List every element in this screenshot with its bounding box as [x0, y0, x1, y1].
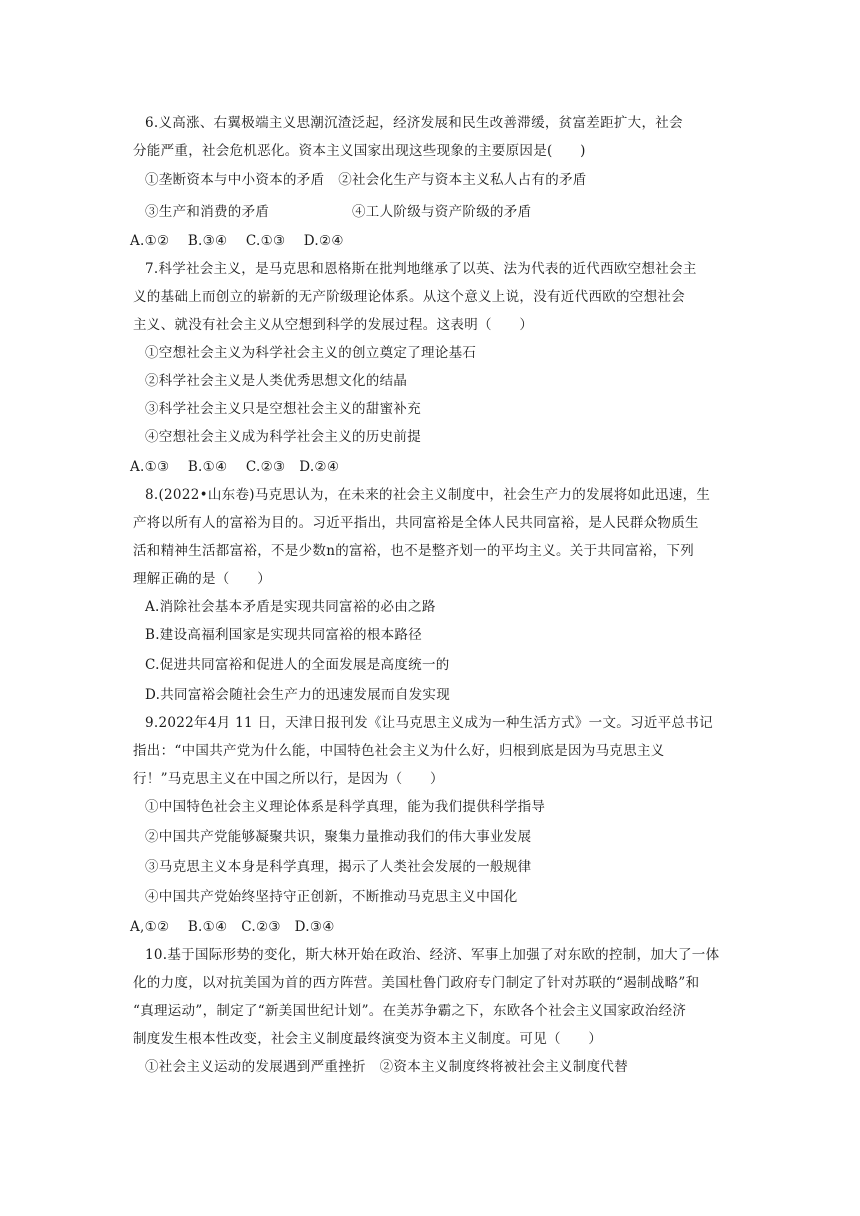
q8-choice-d: D.共同富裕会随社会生产力的迅速发展而自发实现: [145, 687, 451, 703]
q9-option-3: ③马克思主义本身是科学真理，揭示了人类社会发展的一般规律: [145, 859, 532, 875]
q10-stem-line-2: 化的力度，以对抗美国为首的西方阵营。美国杜鲁门政府专门制定了针对苏联的“遏制战略”和: [133, 975, 700, 991]
q9-answer-choices: A,①② B.①④ C.②③ D.③④: [130, 919, 335, 935]
q8-stem-line-1: 8.(2022•山东卷)马克思认为，在未来的社会主义制度中，社会生产力的发展将如此迅速，生: [145, 487, 711, 503]
q9-stem-line-1: 9.2022年4月 11 日，天津日报刊发《让马克思主义成为一种生活方式》一文。习近平总书记: [145, 715, 713, 731]
q6-answer-choices: A.①② B.③④ C.①③ D.②④: [130, 233, 344, 249]
q10-stem-line-3: “真理运动”，制定了“新美国世纪计划”。在美苏争霸之下，东欧各个社会主义国家政治经济: [133, 1003, 687, 1019]
q7-option-2: ②科学社会主义是人类优秀思想文化的结晶: [145, 373, 408, 389]
q7-answer-choices: A.①③ B.①④ C.②③ D.②④: [130, 459, 340, 475]
q10-option-line-1: ①社会主义运动的发展遇到严重挫折 ②资本主义制度终将被社会主义制度代替: [145, 1059, 628, 1075]
q7-option-4: ④空想社会主义成为科学社会主义的历史前提: [145, 429, 421, 445]
q8-choice-b: B.建设高福利国家是实现共同富裕的根本路径: [145, 627, 423, 643]
q8-choice-a: A.消除社会基本矛盾是实现共同富裕的必由之路: [145, 599, 436, 615]
q9-option-4: ④中国共产党始终坚持守正创新，不断推动马克思主义中国化: [145, 889, 518, 905]
q7-option-1: ①空想社会主义为科学社会主义的创立奠定了理论基石: [145, 345, 477, 361]
q9-stem-line-3: 行！”马克思主义在中国之所以行，是因为（ ）: [133, 771, 444, 787]
q8-stem-line-3: 活和精神生活都富裕，不是少数n的富裕，也不是整齐划一的平均主义。关于共同富裕，下列: [133, 543, 694, 559]
q9-stem-line-2: 指出：“中国共产党为什么能，中国特色社会主义为什么好，归根到底是因为马克思主义: [133, 743, 665, 759]
q7-stem-line-3: 主义、就没有社会主义从空想到科学的发展过程。这表明（ ）: [133, 317, 534, 333]
q8-stem-line-4: 理解正确的是（ ）: [133, 571, 271, 587]
q7-stem-line-2: 义的基础上而创立的崭新的无产阶级理论体系。从这个意义上说，没有近代西欧的空想社会: [133, 289, 685, 305]
q10-stem-line-1: 10.基于国际形势的变化，斯大林开始在政治、经济、军事上加强了对东欧的控制，加大了一体: [145, 947, 720, 963]
q8-stem-line-2: 产将以所有人的富裕为目的。习近平指出，共同富裕是全体人民共同富裕，是人民群众物质生: [133, 515, 699, 531]
q8-choice-c: C.促进共同富裕和促进人的全面发展是高度统一的: [145, 657, 450, 673]
q6-option-line-2: ③生产和消费的矛盾 ④工人阶级与资产阶级的矛盾: [145, 204, 532, 220]
q6-option-line-1: ①垄断资本与中小资本的矛盾 ②社会化生产与资本主义私人占有的矛盾: [145, 172, 587, 188]
q9-option-1: ①中国特色社会主义理论体系是科学真理，能为我们提供科学指导: [145, 799, 546, 815]
q7-stem-line-1: 7.科学社会主义，是马克思和恩格斯在批判地继承了以英、法为代表的近代西欧空想社会主: [145, 261, 697, 277]
q10-stem-line-4: 制度发生根本性改变，社会主义制度最终演变为资本主义制度。可见（ ）: [133, 1031, 603, 1047]
q7-option-3: ③科学社会主义只是空想社会主义的甜蜜补充: [145, 401, 421, 417]
q9-option-2: ②中国共产党能够凝聚共识，聚集力量推动我们的伟大事业发展: [145, 829, 532, 845]
q6-stem-line-1: 6.义高涨、右翼极端主义思潮沉渣泛起，经济发展和民生改善滞缓，贫富差距扩大，社会: [145, 115, 683, 131]
q6-stem-line-2: 分能严重，社会危机恶化。资本主义国家出现这些现象的主要原因是( ): [133, 143, 586, 159]
